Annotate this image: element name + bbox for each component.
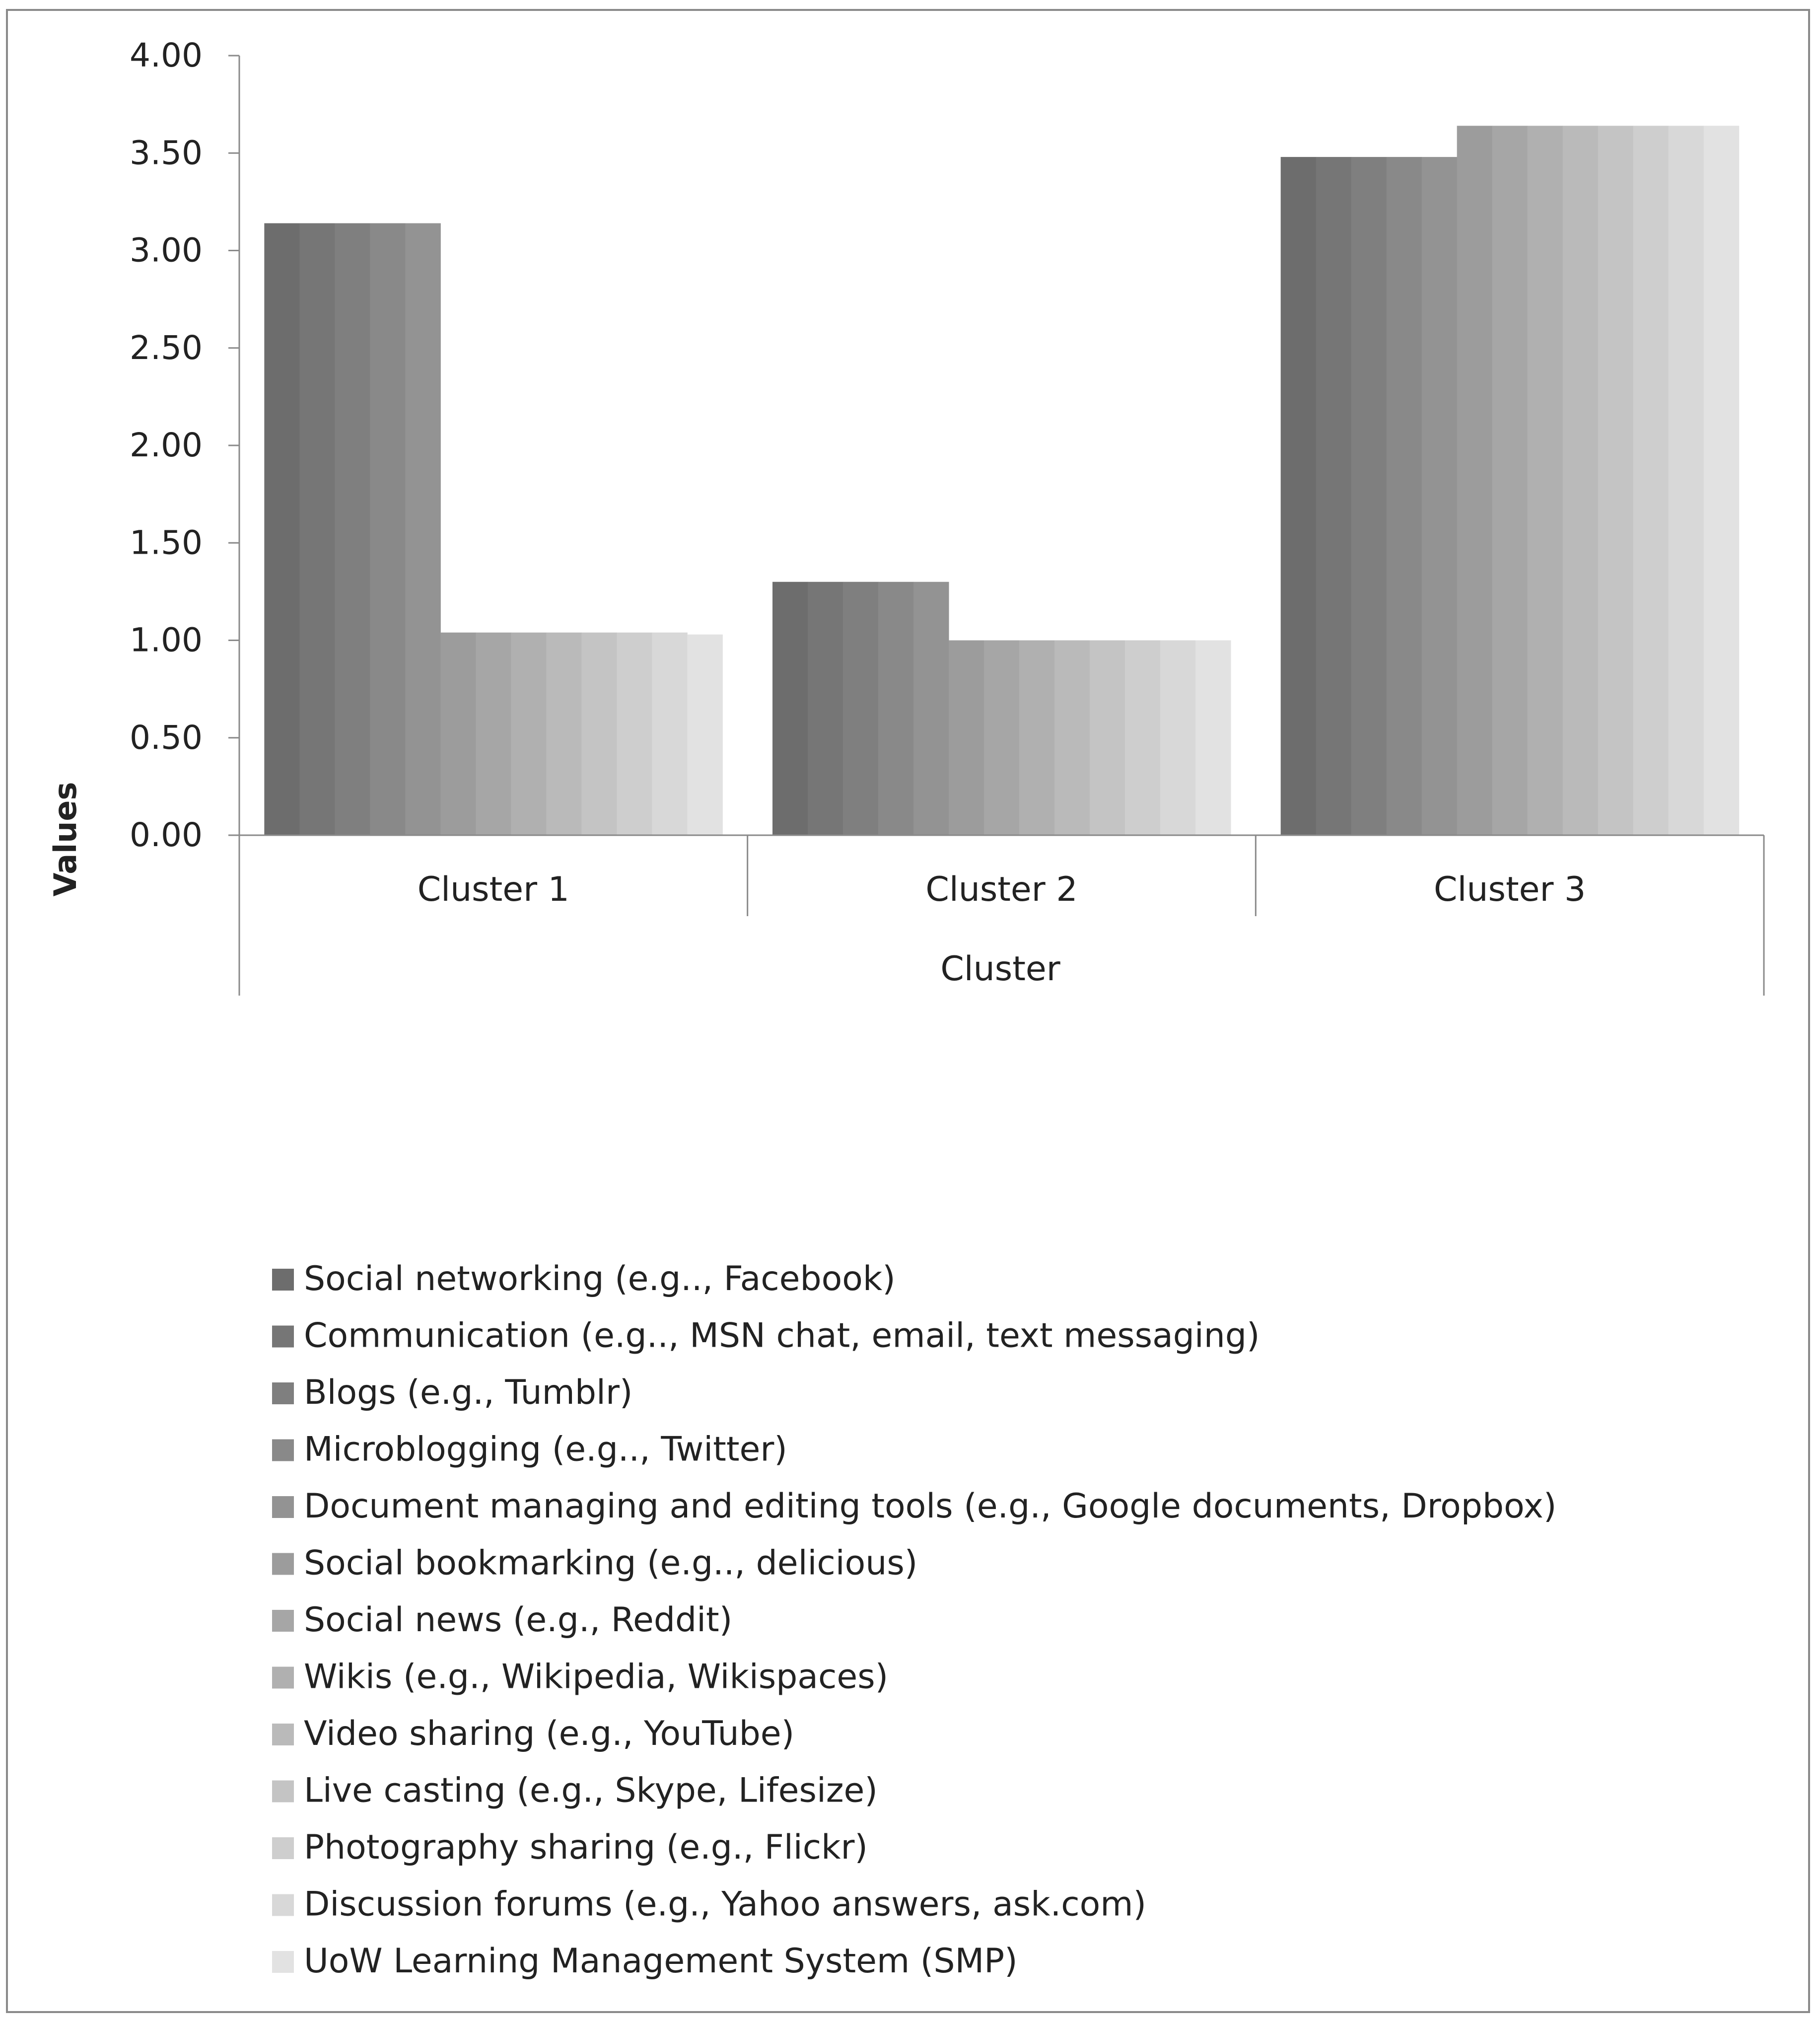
legend-item xyxy=(272,1487,1556,1526)
bar xyxy=(808,582,843,835)
legend-label: Social bookmarking (e.g.., delicious) xyxy=(304,1543,918,1583)
y-tick-label: 3.00 xyxy=(130,231,203,270)
bar xyxy=(1563,126,1599,835)
legend-label: Live casting (e.g., Skype, Lifesize) xyxy=(304,1771,878,1810)
legend-swatch xyxy=(272,1724,294,1745)
legend-swatch xyxy=(272,1610,294,1632)
legend-swatch xyxy=(272,1894,294,1916)
bar xyxy=(949,641,984,836)
x-axis-title: Cluster xyxy=(940,949,1060,989)
y-tick-label: 3.50 xyxy=(130,134,203,172)
bar xyxy=(1457,126,1493,835)
y-tick-label: 1.50 xyxy=(130,523,203,562)
legend-swatch xyxy=(272,1667,294,1689)
legend-swatch xyxy=(272,1496,294,1518)
bar xyxy=(476,633,511,835)
bar xyxy=(1195,641,1231,836)
bar xyxy=(370,223,406,835)
bar xyxy=(984,641,1020,836)
legend-swatch xyxy=(272,1440,294,1461)
bar xyxy=(1492,126,1528,835)
legend-label: Social networking (e.g.., Facebook) xyxy=(304,1259,896,1299)
bar xyxy=(1387,157,1422,835)
bar xyxy=(1090,641,1125,836)
legend-label: Communication (e.g.., MSN chat, email, text messaging) xyxy=(304,1316,1260,1356)
bar xyxy=(652,633,688,835)
bar xyxy=(1633,126,1669,835)
legend-label: Microblogging (e.g.., Twitter) xyxy=(304,1430,787,1469)
legend-label: Document managing and editing tools (e.g., Google documents, Dropbox) xyxy=(304,1487,1557,1526)
legend-swatch xyxy=(272,1553,294,1575)
bar xyxy=(1125,641,1161,836)
legend-swatch xyxy=(272,1269,294,1291)
legend-item xyxy=(272,1942,1018,1981)
bar xyxy=(772,582,808,835)
bar xyxy=(843,582,879,835)
legend-item xyxy=(272,1714,794,1753)
legend-item xyxy=(272,1885,1146,1924)
x-tick-label: Cluster 2 xyxy=(925,870,1078,909)
legend-item xyxy=(272,1771,878,1810)
bar xyxy=(1669,126,1704,835)
legend-item xyxy=(272,1600,732,1640)
bar xyxy=(1598,126,1634,835)
bar xyxy=(546,633,582,835)
bar xyxy=(1054,641,1090,836)
y-tick-label: 2.00 xyxy=(130,426,203,464)
bar xyxy=(1422,157,1458,835)
y-tick-label: 0.00 xyxy=(130,816,203,854)
y-tick-label: 0.50 xyxy=(130,718,203,757)
bar xyxy=(335,223,370,835)
legend-item xyxy=(272,1658,888,1697)
legend-label: Discussion forums (e.g., Yahoo answers, ask.com) xyxy=(304,1884,1146,1924)
bar xyxy=(1160,641,1196,836)
legend-label: Social news (e.g., Reddit) xyxy=(304,1600,733,1640)
bar xyxy=(1281,157,1317,835)
bar xyxy=(913,582,949,835)
bar xyxy=(1351,157,1387,835)
bar xyxy=(264,223,300,835)
legend-swatch xyxy=(272,1951,294,1973)
legend-item xyxy=(272,1373,632,1412)
legend-item xyxy=(272,1544,917,1583)
legend-swatch xyxy=(272,1326,294,1348)
bar xyxy=(1704,126,1740,835)
bar xyxy=(617,633,652,835)
bar xyxy=(878,582,914,835)
x-tick-label: Cluster 1 xyxy=(417,870,569,909)
legend-item xyxy=(272,1259,896,1299)
bar xyxy=(1019,641,1055,836)
bar xyxy=(440,633,476,835)
y-tick-label: 1.00 xyxy=(130,621,203,659)
legend-label: UoW Learning Management System (SMP) xyxy=(304,1942,1018,1981)
legend-swatch xyxy=(272,1837,294,1859)
bar xyxy=(299,223,335,835)
legend-item xyxy=(272,1828,868,1867)
legend-label: Wikis (e.g., Wikipedia, Wikispaces) xyxy=(304,1657,889,1697)
y-tick-label: 4.00 xyxy=(130,36,203,74)
legend-swatch xyxy=(272,1781,294,1803)
legend-item xyxy=(272,1316,1260,1356)
bar xyxy=(1528,126,1563,835)
bar xyxy=(1316,157,1352,835)
y-axis-title: Values xyxy=(47,782,83,897)
y-tick-label: 2.50 xyxy=(130,328,203,367)
bar xyxy=(405,223,441,835)
legend-label: Photography sharing (e.g., Flickr) xyxy=(304,1828,868,1867)
bar xyxy=(511,633,547,835)
legend-item xyxy=(272,1430,787,1469)
bar xyxy=(687,635,723,835)
legend-label: Blogs (e.g., Tumblr) xyxy=(304,1373,633,1412)
x-tick-label: Cluster 3 xyxy=(1434,870,1586,909)
legend-label: Video sharing (e.g., YouTube) xyxy=(304,1714,795,1753)
bar xyxy=(581,633,617,835)
legend-swatch xyxy=(272,1382,294,1404)
